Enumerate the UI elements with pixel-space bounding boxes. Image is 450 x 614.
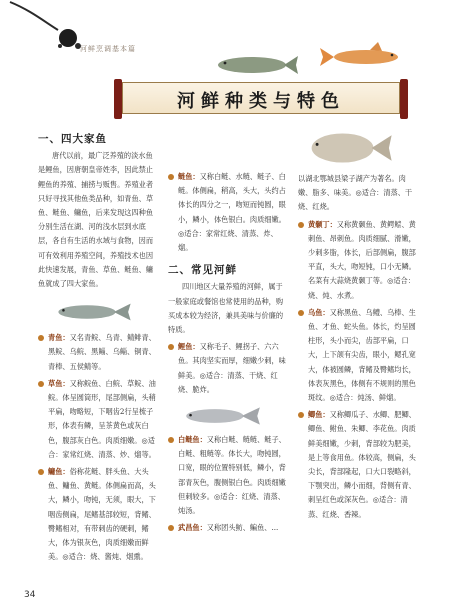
entry-qingyu: 青鱼：又名青鲩、乌青、鲭鲱青、黑鲩、乌鲩、黑鲻、乌鲻、铜青、青棒、五侯鲭等。: [38, 331, 156, 374]
section-heading-common-fish: 二、常见河鲜: [168, 264, 237, 277]
entry-caoyu: 草鱼：又称鲩鱼、白鲩、草鲩、油鲩。体呈圆筒形，尾部侧扁，头稍平扁，吻略短，下咽齿2行呈梳子形，体表有鳞，呈茶黄色或灰白色，腹部灰白色。肉质细嫩。◎适合：家常红烧、清蒸、炒、熘等。: [38, 377, 156, 462]
entry-bailianyu: 白鲢鱼：又称白鲢、鲢鲢、鲢子、白鲢、粗鲢等。体长大，吻钝圆，口宽，眼的位置特别低，鳞小，背部青灰色，腹侧银白色。肉质细嫩但刺较多。◎适合：红烧、清蒸、炖汤。: [168, 433, 286, 518]
ink-brush-decoration: [0, 0, 90, 60]
breadcrumb: 河鲜烹调基本篇: [80, 45, 136, 53]
fish-illustration-silver-carp: [176, 403, 264, 429]
entry-wuyu: 乌鱼：又称黑鱼、乌鳢、乌棒、生鱼、才鱼、蛇头鱼。体长，灼呈圆柱形，头小而尖，齿部平扁，口大，上下颌有尖齿，眼小，鳃孔宽大，体被圆鳞，背鳍及臀鳍均长，体表灰黑色，体侧有不规则的黑色斑纹。◎适合：炖汤、鲜熘。: [298, 306, 416, 405]
bullet-icon: [38, 335, 44, 341]
entry-yongyu: 鳙鱼：俗称花鲢、胖头鱼、大头鱼、鳙鱼、黄鲢。体侧扁而高，头大，鳞小，吻钝，无须，眼大，下咽齿侧扁，尾鳍基部较短，背鳍、臀鳍相对，有带刺齿的硬刺，鳍大，体为银灰色，肉质细嫩而鲜美。◎适合：烧、酱炖、烟熏。: [38, 465, 156, 564]
section-intro: 唐代以前，最广泛养殖的淡水鱼是鲤鱼，因唐朝皇帝姓李，因此禁止鲤鱼的养殖、捕捞与贩售。养殖业者只好寻找其他鱼类品种，如青鱼、草鱼、鲢鱼、鳙鱼，后来发现这四种鱼分别生活在湖、河的浅水层到水底层，各自有生活的水域与食物，因而可有效利用养殖空间，养殖技术也因此快速发展，青鱼、草鱼、鲢鱼、鳙鱼就成了四大家鱼。: [38, 151, 154, 289]
bullet-icon: [298, 310, 304, 316]
page-number: 34: [24, 590, 36, 600]
entry-liyu: 鲤鱼：又称毛子、鲤拐子、六六鱼。其肉坚实而厚，细嫩少刺，味鲜美。◎适合：清蒸、干烧、红烧、脆炸。: [168, 340, 286, 397]
page-title: 河鲜种类与特色: [177, 91, 345, 112]
section-heading-four-fish: 一、四大家鱼: [38, 133, 107, 145]
fish-illustration-bream: [302, 128, 394, 168]
bullet-icon: [38, 469, 44, 475]
column-1: [38, 130, 156, 564]
entry-wuchangyu-cont: 以湖北鄂城县梁子湖产为著名。肉嫩、脂多、味美。◎适合：清蒸、干烧、红烧。: [298, 174, 413, 212]
bullet-icon: [168, 525, 174, 531]
fish-illustration-carp: [210, 52, 300, 78]
column-2: [168, 130, 286, 535]
fish-illustration-golden: [318, 42, 410, 70]
fish-illustration-grass-carp: [50, 299, 134, 325]
title-banner: [122, 82, 400, 114]
bullet-icon: [168, 437, 174, 443]
entry-lianyu: 鲢鱼：又称白鲢、水鲢、鲢子、白鲢。体侧扁，稍高，头大，头约占体长的四分之一，吻短而钝圆，眼小，鳞小，体色银白。肉质细嫩。◎适合：家常红烧、清蒸、炸、熘。: [168, 170, 286, 255]
column-3: [298, 128, 416, 522]
section2-intro: 四川地区大量养殖的河鲜，属于一般家庭或餐馆也常使用的品种，购买成本较为经济，兼具美味与价廉的特质。: [168, 282, 284, 335]
entry-jiyu: 鲫鱼：又称鲫瓜子、水鲫、肥鲫、鲫鱼、鲋鱼、朱鲫、李花鱼。肉质鲜美细嫩，少刺，背部较为肥美，是上等食用鱼。体较高，侧扁，头尖长，背部隆起，口大口裂略斜，下颚突出，鳞小而细，背侧有青、刺呈红色或深灰色。◎适合：清蒸、红烧、香辣。: [298, 408, 416, 522]
bullet-icon: [298, 222, 304, 228]
entry-huangsangding: 黄颡丁：又称黄颡鱼、黄鳄鲿、黄刺鱼、昂刺鱼。肉质细腻、滑嫩，少刺多脂，体长，后部侧扁，腹部平直，头大，吻短钝，口小无鳞。名菜有大蒜烧黄颡丁等。◎适合：烧、炖、水煮。: [298, 218, 416, 303]
bullet-icon: [38, 381, 44, 387]
bullet-icon: [298, 412, 304, 418]
entry-wuchangyu: 武昌鱼：又称团头鲂、鳊鱼、...: [168, 521, 286, 535]
bullet-icon: [168, 344, 174, 350]
bullet-icon: [168, 174, 174, 180]
